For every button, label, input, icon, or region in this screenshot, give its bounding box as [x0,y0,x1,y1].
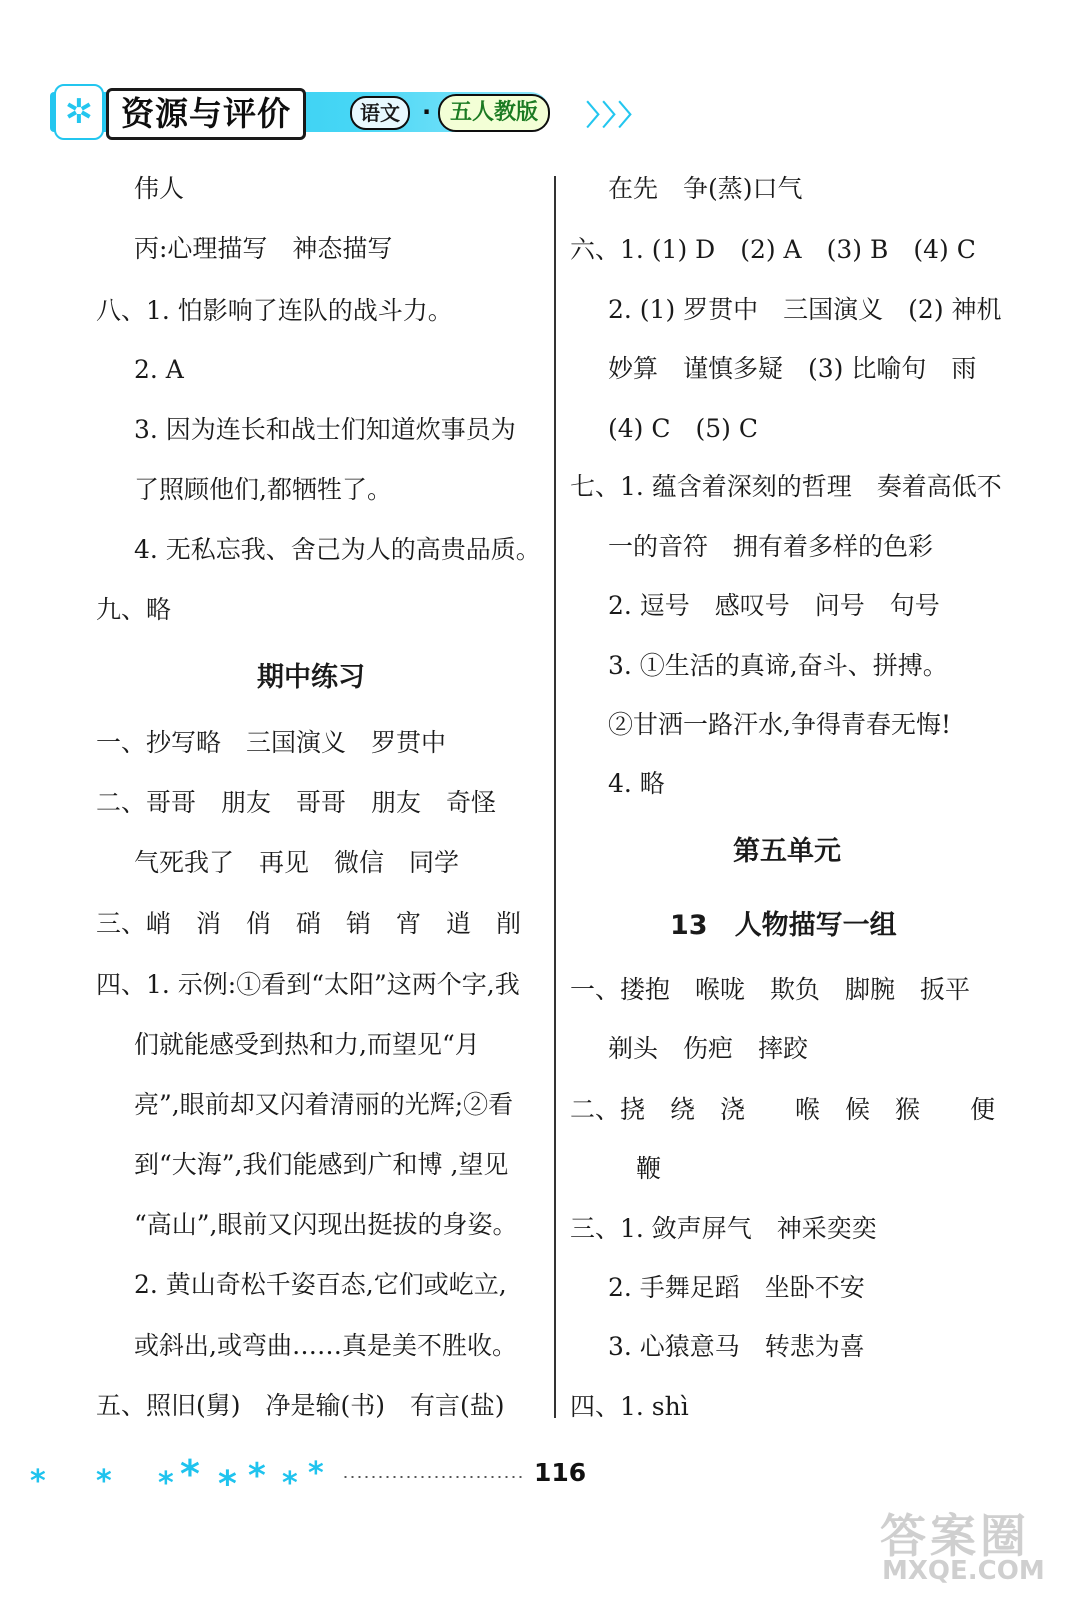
answer-line: 妙算 谨慎多疑 (3) 比喻句 雨 [608,354,977,383]
star-icon: ✲ [54,84,104,140]
subject-label: 语文 [350,96,410,130]
star-icon: * [218,1464,237,1505]
star-icon: * [96,1464,112,1499]
answer-line: 3. ①生活的真谛,奋斗、拼搏。 [608,651,948,680]
answer-line: 一、搂抱 喉咙 欺负 脚腕 扳平 [570,975,971,1004]
answer-line: 们就能感受到热和力,而望见“月 [134,1030,480,1059]
star-icon: * [180,1452,200,1496]
star-icon: * [30,1464,46,1499]
lesson-heading: 13 人物描写一组 [670,910,897,941]
answer-line: 2. A [134,355,184,384]
book-title: 资源与评价 [106,88,306,140]
answer-line: 4. 略 [608,769,665,798]
answer-line: 在先 争(蒸)口气 [608,174,803,203]
star-icon: * [248,1456,266,1496]
answer-line: 四、1. shì [570,1392,689,1421]
answer-line: 气死我了 再见 微信 同学 [134,848,460,877]
answer-line: 亮”,眼前却又闪着清丽的光辉;②看 [134,1090,514,1119]
answer-line: 伟人 [134,174,185,203]
footer-star-decoration [30,1452,340,1505]
answer-line: 六、1. (1) D (2) A (3) B (4) C [570,235,976,264]
watermark-logo [872,1500,1072,1590]
answer-line: 2. (1) 罗贯中 三国演义 (2) 神机 [608,295,1002,324]
answer-line: “高山”,眼前又闪现出挺拔的身姿。 [134,1210,518,1239]
answer-line: 3. 因为连长和战士们知道炊事员为 [134,415,516,444]
separator-dot: · [422,98,432,126]
page-header [50,84,649,142]
answer-line: 到“大海”,我们能感到广和博 ,望见 [134,1150,509,1179]
dotted-rule [342,1476,522,1478]
unit-heading: 第五单元 [733,836,841,867]
answer-line: 八、1. 怕影响了连队的战斗力。 [96,296,453,325]
edition-label: 五人教版 [438,94,550,132]
answer-line: 二、挠 绕 浇 喉 候 猴 便 [570,1095,996,1124]
answer-line: 三、峭 消 俏 硝 销 宵 逍 削 [96,909,522,938]
section-heading: 期中练习 [257,662,365,693]
answer-line: 二、哥哥 朋友 哥哥 朋友 奇怪 [96,788,497,817]
watermark-text: 答案圈 [880,1509,1030,1563]
page-number: 116 [534,1458,587,1487]
answer-line: 了照顾他们,都牺牲了。 [134,475,392,504]
star-icon: * [282,1466,298,1501]
answer-line: 七、1. 蕴含着深刻的哲理 奏着高低不 [570,472,1002,501]
answer-line: 4. 无私忘我、舍己为人的高贵品质。 [134,535,541,564]
column-divider [554,176,556,1418]
answer-line: 四、1. 示例:①看到“太阳”这两个字,我 [96,970,520,999]
watermark-url: MXQE.COM [882,1556,1045,1586]
answer-line: 一的音符 拥有着多样的色彩 [608,532,934,561]
answer-line: 或斜出,或弯曲……真是美不胜收。 [134,1331,517,1360]
answer-line: 2. 黄山奇松千姿百态,它们或屹立, [134,1270,507,1299]
answer-line: 丙:心理描写 神态描写 [134,234,393,263]
answer-line: 五、照旧(舅) 净是输(书) 有言(盐) [96,1391,505,1420]
answer-line: 三、1. 敛声屏气 神采奕奕 [570,1214,877,1243]
answer-line: 一、抄写略 三国演义 罗贯中 [96,728,447,757]
answer-line: (4) C (5) C [608,414,758,443]
answer-line: 剃头 伤疤 摔跤 [608,1034,809,1063]
answer-line: 2. 逗号 感叹号 问号 句号 [608,591,940,620]
answer-line: 鞭 [636,1154,662,1183]
star-icon: * [158,1466,174,1501]
answer-line: ②甘洒一路汗水,争得青春无悔! [608,710,951,739]
star-icon: * [308,1456,324,1491]
chevron-right-icon: 〉〉〉 [586,99,649,132]
answer-line: 3. 心猿意马 转悲为喜 [608,1332,865,1361]
answer-line: 2. 手舞足蹈 坐卧不安 [608,1273,865,1302]
answer-line: 九、略 [96,595,172,624]
